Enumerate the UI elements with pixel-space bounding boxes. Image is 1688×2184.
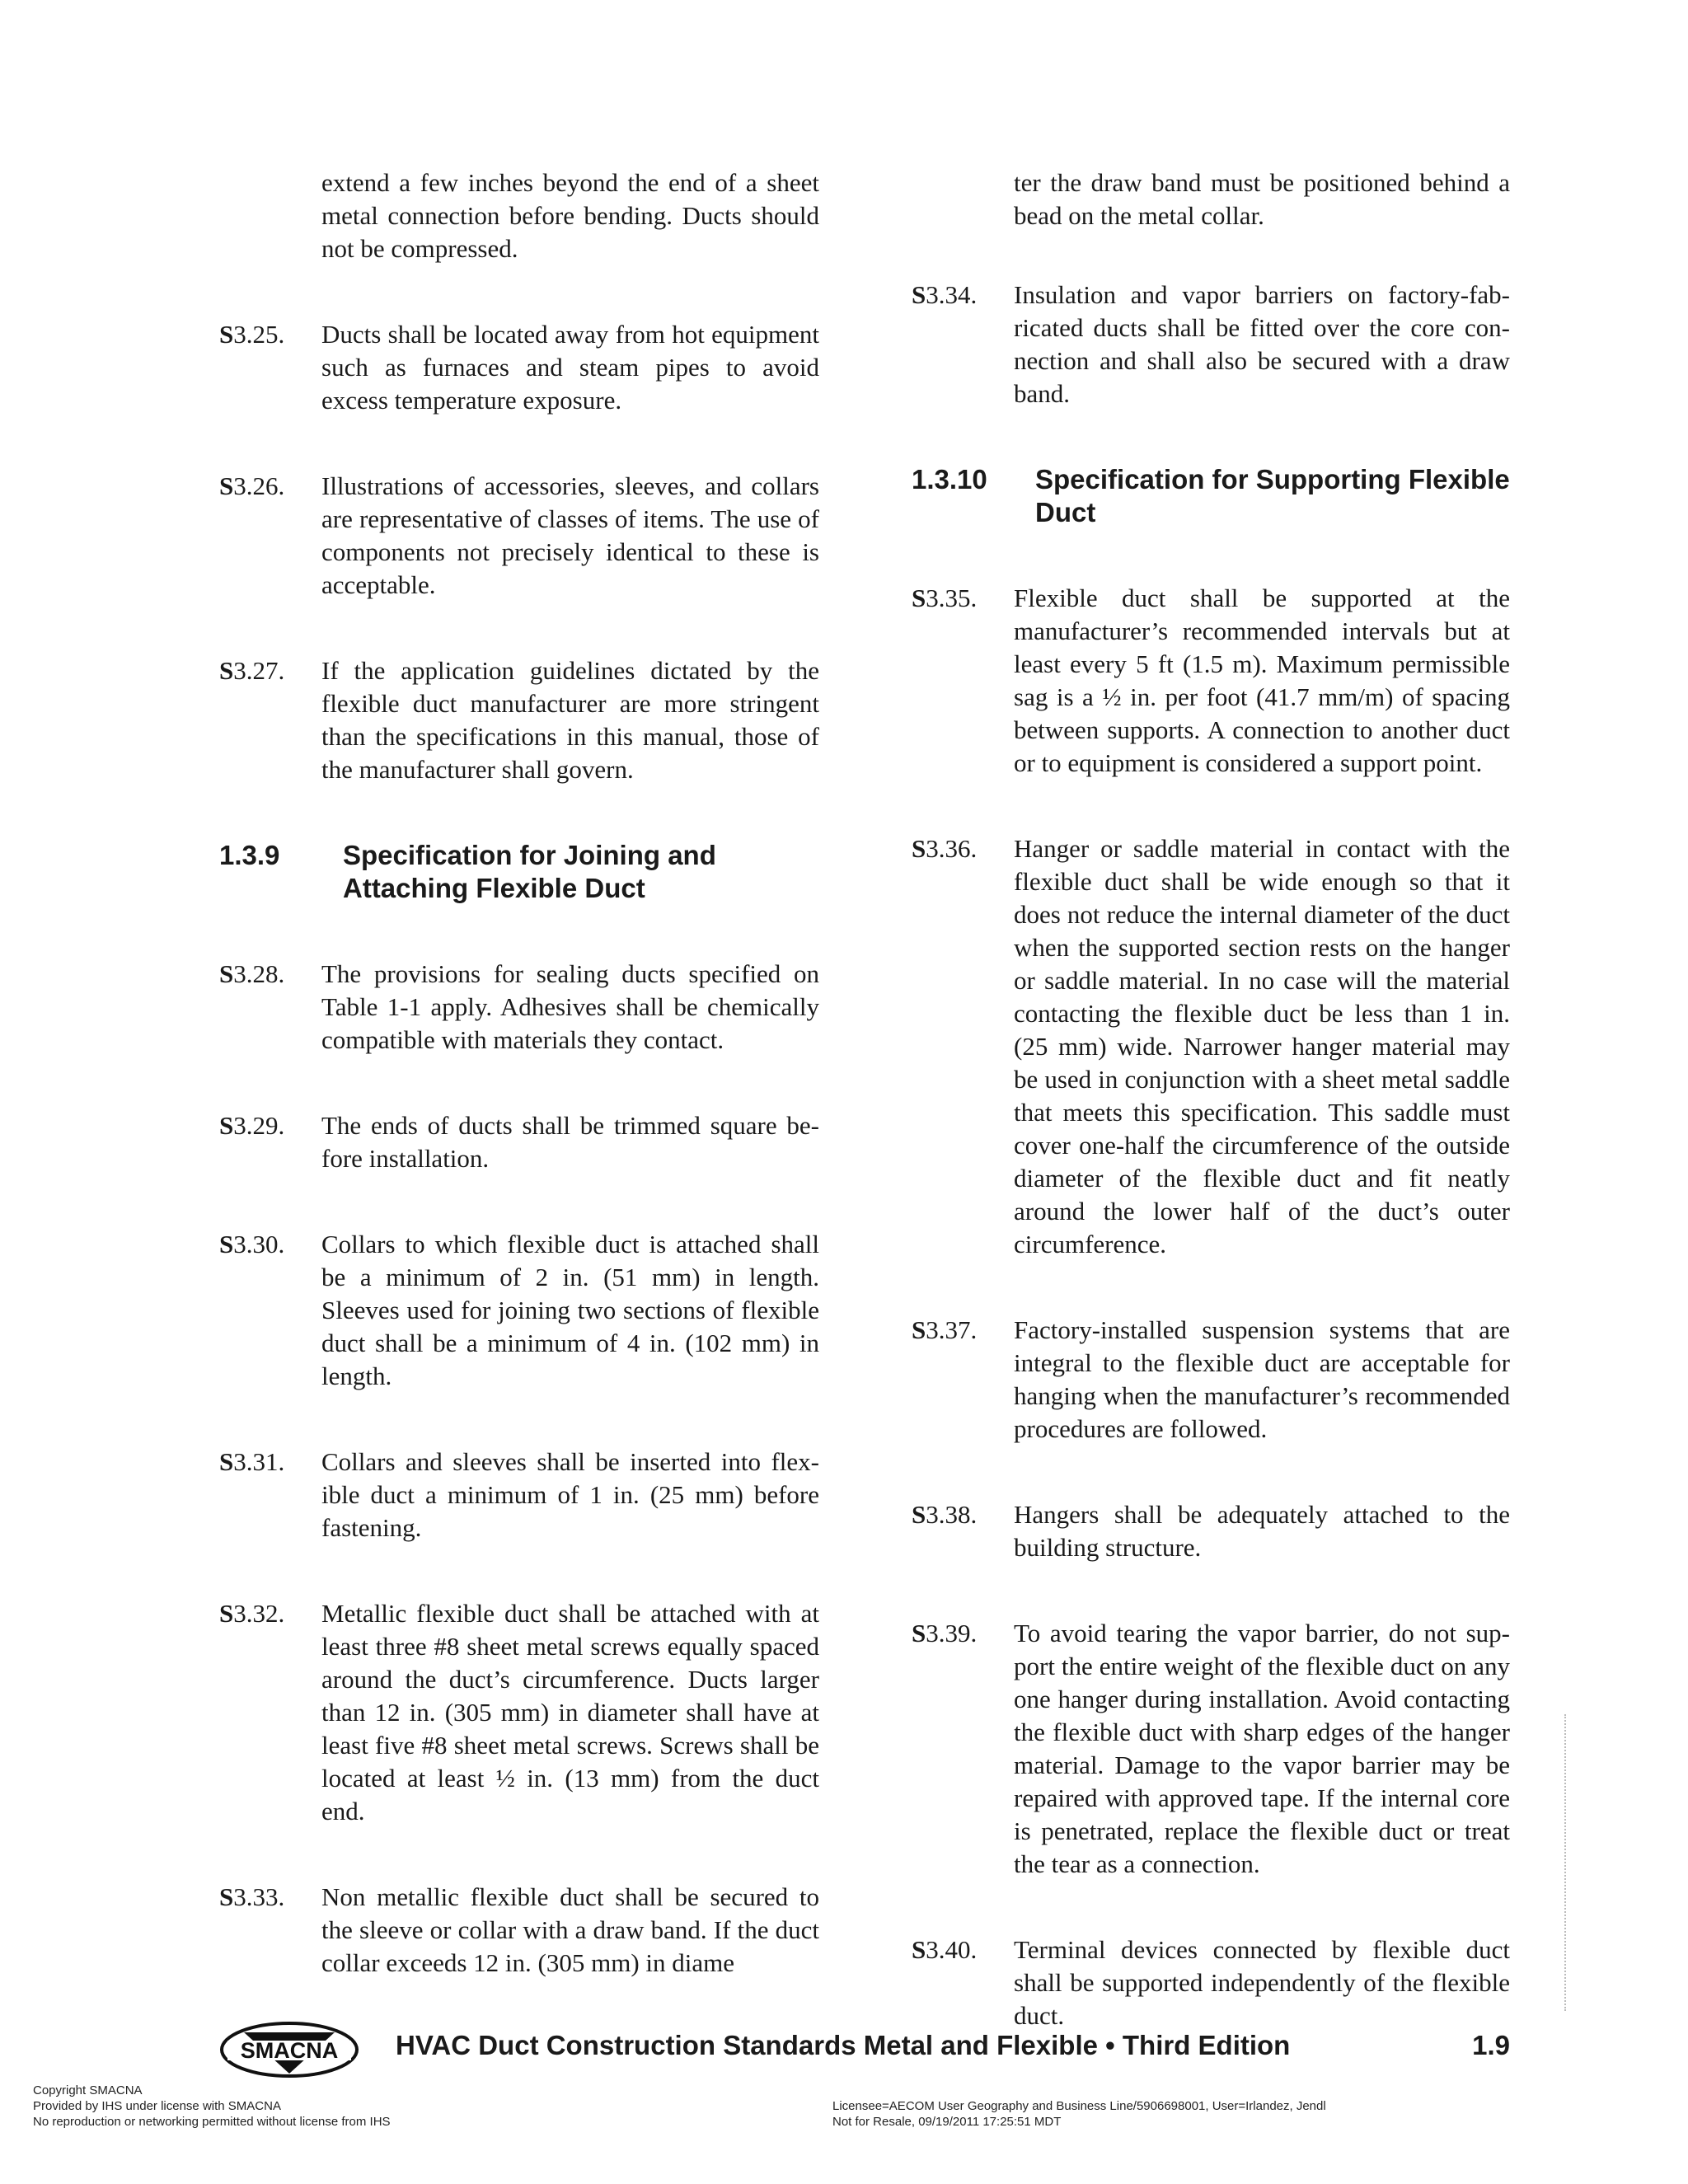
spec-text: Illustrations of accessories, sleeves, and collars are representative of classes of items. The use of components not precisely identical to these is acceptable. (321, 471, 819, 599)
spec-text: Factory-installed suspension systems that are integral to the flexible duct are acceptable for hanging when the manufacturer’s recommended procedures are followed. (1014, 1315, 1510, 1443)
spec-text: Insulation and vapor barriers on factory-fabricated ducts shall be fitted over the core connection and shall also be secured with a draw band. (1014, 280, 1510, 408)
section-heading-1-3-10 (912, 463, 1510, 529)
spec-text: The ends of ducts shall be trimmed square before installation. (321, 1111, 819, 1173)
spec-number: S3.25. (219, 320, 285, 349)
spec-number: S3.27. (219, 656, 285, 685)
spec-number: S3.39. (912, 1619, 978, 1647)
spec-text: The provisions for sealing ducts specified on Table 1-1 apply. Adhesives shall be chemically compatible with materials they contact. (321, 959, 819, 1054)
right-column (912, 166, 1510, 2032)
spec-number: S3.38. (912, 1500, 978, 1529)
spec-s3-26 (219, 470, 819, 602)
section-heading-1-3-9 (219, 839, 819, 905)
section-title: Specification for Supporting Flexible Duct (1035, 464, 1510, 527)
spec-s3-38 (912, 1498, 1510, 1564)
section-title: Specification for Joining and Attaching Flexible Duct (343, 840, 716, 903)
spec-text: Hanger or saddle material in contact with the flexible duct shall be wide enough so that it does not reduce the internal diameter of the duct when the supported section rests on the hanger or saddle material. In no case will the material contacting the flexible duct be less than 1 in. (25 mm) wide. Narrower hanger material may be used in conjunction with a sheet metal saddle that meets this specification. This saddle must cover one-half the circumference of the outside diameter of the flexible duct and fit neatly around the lower half of the duct’s outer circumference. (1014, 834, 1510, 1258)
spec-number: S3.35. (912, 583, 978, 612)
spec-s3-34 (912, 279, 1510, 410)
margin-marks (1564, 1714, 1571, 2011)
spec-s3-37 (912, 1314, 1510, 1446)
spec-number: S3.36. (912, 834, 978, 863)
spec-number: S3.37. (912, 1315, 978, 1344)
spec-s3-29 (219, 1109, 819, 1175)
spec-s3-40 (912, 1933, 1510, 2032)
continued-paragraph: ter the draw band must be positioned behind a bead on the metal collar. (1014, 168, 1510, 230)
spec-s3-25 (219, 318, 819, 417)
smacna-logo (219, 2021, 359, 2079)
spec-text: Flexible duct shall be supported at the manufacturer’s recommended intervals but at least every 5 ft (1.5 m). Maximum permissible sag is a ½ in. per foot (41.7 mm/m) of spacing between supports. A connection to another duct or to equipment is considered a support point. (1014, 583, 1510, 777)
spec-number: S3.34. (912, 280, 978, 309)
svg-text:SMACNA: SMACNA (240, 2038, 339, 2063)
copyright-notice: Copyright SMACNA Provided by IHS under license with SMACNA No reproduction or networking permitted without license from IHS (33, 2083, 391, 2129)
spec-number: S3.31. (219, 1447, 285, 1476)
spec-number: S3.29. (219, 1111, 285, 1140)
spec-s3-27 (219, 654, 819, 786)
section-number: 1.3.10 (912, 464, 987, 494)
smacna-logo-icon (219, 2021, 359, 2079)
spec-text: To avoid tearing the vapor barrier, do not support the entire weight of the flexible duct on any one hanger during installation. Avoid contacting the flexible duct with sharp edges of the hanger material. Damage to the vapor barrier may be repaired with approved tape. If the internal core is penetrated, replace the flexible duct or treat the tear as a connection. (1014, 1619, 1510, 1878)
left-column (219, 166, 819, 1980)
publication-title: HVAC Duct Construction Standards Metal and Flexible • Third Edition (396, 2030, 1291, 2060)
spec-text: Terminal devices connected by flexible duct shall be supported independently of the flexible duct. (1014, 1935, 1510, 2030)
spec-text: Collars and sleeves shall be inserted into flexible duct a minimum of 1 in. (25 mm) before fastening. (321, 1447, 819, 1542)
spec-text: Ducts shall be located away from hot equipment such as furnaces and steam pipes to avoid excess temperature exposure. (321, 320, 819, 415)
spec-number: S3.32. (219, 1599, 285, 1628)
spec-number: S3.33. (219, 1882, 285, 1911)
spec-text: Metallic flexible duct shall be attached with at least three #8 sheet metal screws equally spaced around the duct’s circumference. Ducts larger than 12 in. (305 mm) in diameter shall have at least five #8 sheet metal screws. Screws shall be located at least ½ in. (13 mm) from the duct end. (321, 1599, 819, 1825)
spec-s3-28 (219, 958, 819, 1057)
license-notice: Licensee=AECOM User Geography and Business Line/5906698001, User=Irlandez, Jendl Not for Resale, 09/19/2011 17:25:51 MDT (832, 2099, 1326, 2129)
spec-text: Collars to which flexible duct is attached shall be a minimum of 2 in. (51 mm) in length. Sleeves used for joining two sections of flexible duct shall be a minimum of 4 in. (102 mm) in length. (321, 1230, 819, 1390)
page-number: 1.9 (1472, 2030, 1510, 2060)
spec-s3-31 (219, 1446, 819, 1544)
page-footer (219, 2021, 1510, 2079)
spec-s3-30 (219, 1228, 819, 1393)
spec-s3-39 (912, 1617, 1510, 1881)
spec-s3-35 (912, 582, 1510, 780)
spec-number: S3.28. (219, 959, 285, 988)
spec-text: If the application guidelines dictated by the flexible duct manufacturer are more stringent than the specifications in this manual, those of the manufacturer shall govern. (321, 656, 819, 784)
section-number: 1.3.9 (219, 840, 280, 870)
spec-number: S3.40. (912, 1935, 978, 1964)
spec-s3-33 (219, 1881, 819, 1980)
spec-number: S3.26. (219, 471, 285, 500)
spec-s3-32 (219, 1597, 819, 1828)
continued-paragraph: extend a few inches beyond the end of a sheet metal connection before bending. Ducts should not be compressed. (321, 168, 819, 263)
spec-number: S3.30. (219, 1230, 285, 1258)
spec-text: Hangers shall be adequately attached to the building structure. (1014, 1500, 1510, 1562)
spec-text: Non metallic flexible duct shall be secured to the sleeve or collar with a draw band. If the duct collar exceeds 12 in. (305 mm) in diame (321, 1882, 819, 1977)
spec-s3-36 (912, 832, 1510, 1261)
